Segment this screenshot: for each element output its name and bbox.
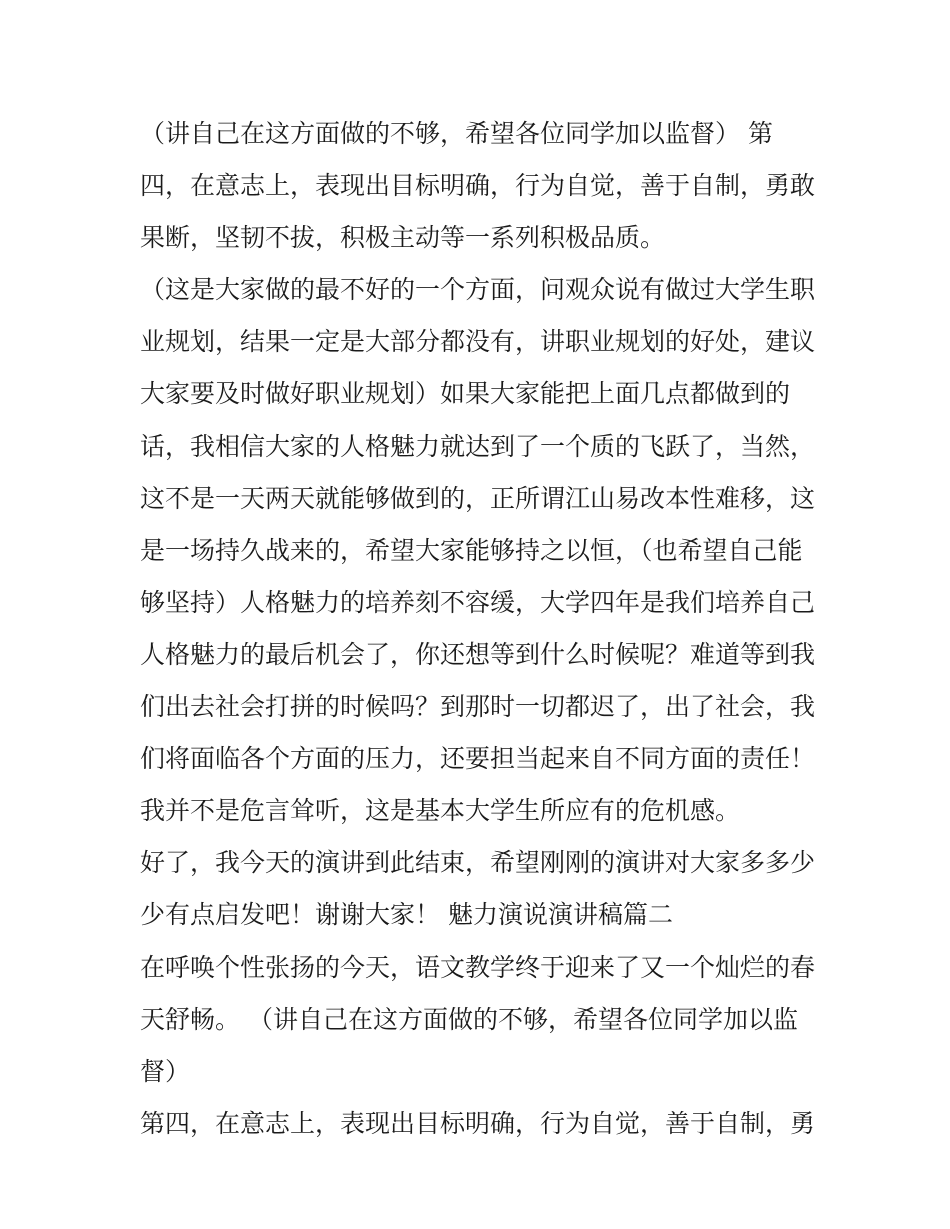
text-line: 够坚持）人格魅力的培养刻不容缓，大学四年是我们培养自己 — [140, 587, 816, 617]
text-line: 这不是一天两天就能够做到的，正所谓江山易改本性难移，这 — [140, 483, 816, 513]
text-line: 话，我相信大家的人格魅力就达到了一个质的飞跃了，当然， — [140, 431, 816, 461]
text-line: 果断，坚韧不拔，积极主动等一系列积极品质。 — [140, 223, 666, 253]
text-line: 少有点启发吧！谢谢大家！ 魅力演说演讲稿篇二 — [140, 900, 673, 930]
text-line: 好了，我今天的演讲到此结束，希望刚刚的演讲对大家多多少 — [140, 848, 816, 878]
text-line: 我并不是危言耸听，这是基本大学生所应有的危机感。 — [140, 796, 741, 826]
text-line: 们出去社会打拼的时候吗？到那时一切都迟了，出了社会，我 — [140, 692, 816, 722]
text-line: 是一场持久战来的，希望大家能够持之以恒，（也希望自己能 — [140, 535, 803, 565]
text-line: 人格魅力的最后机会了，你还想等到什么时候呢？难道等到我 — [140, 639, 816, 669]
text-line: 督） — [140, 1056, 191, 1086]
text-line: 第四，在意志上，表现出目标明确，行为自觉，善于自制，勇 — [140, 1108, 816, 1138]
text-line: 业规划，结果一定是大部分都没有，讲职业规划的好处，建议 — [140, 327, 816, 357]
text-line: 大家要及时做好职业规划）如果大家能把上面几点都做到的 — [140, 379, 791, 409]
text-line: （讲自己在这方面做的不够，希望各位同学加以监督） 第 — [140, 119, 773, 148]
text-line: 在呼唤个性张扬的今天，语文教学终于迎来了又一个灿烂的春 — [140, 952, 816, 982]
text-line: 四，在意志上，表现出目标明确，行为自觉，善于自制，勇敢 — [140, 171, 816, 201]
text-line: 天舒畅。 （讲自己在这方面做的不够，希望各位同学加以监 — [140, 1004, 798, 1034]
text-line: 们将面临各个方面的压力，还要担当起来自不同方面的责任！ — [140, 744, 816, 774]
text-line: （这是大家做的最不好的一个方面，问观众说有做过大学生职 — [140, 275, 816, 305]
document-body — [140, 108, 820, 1150]
